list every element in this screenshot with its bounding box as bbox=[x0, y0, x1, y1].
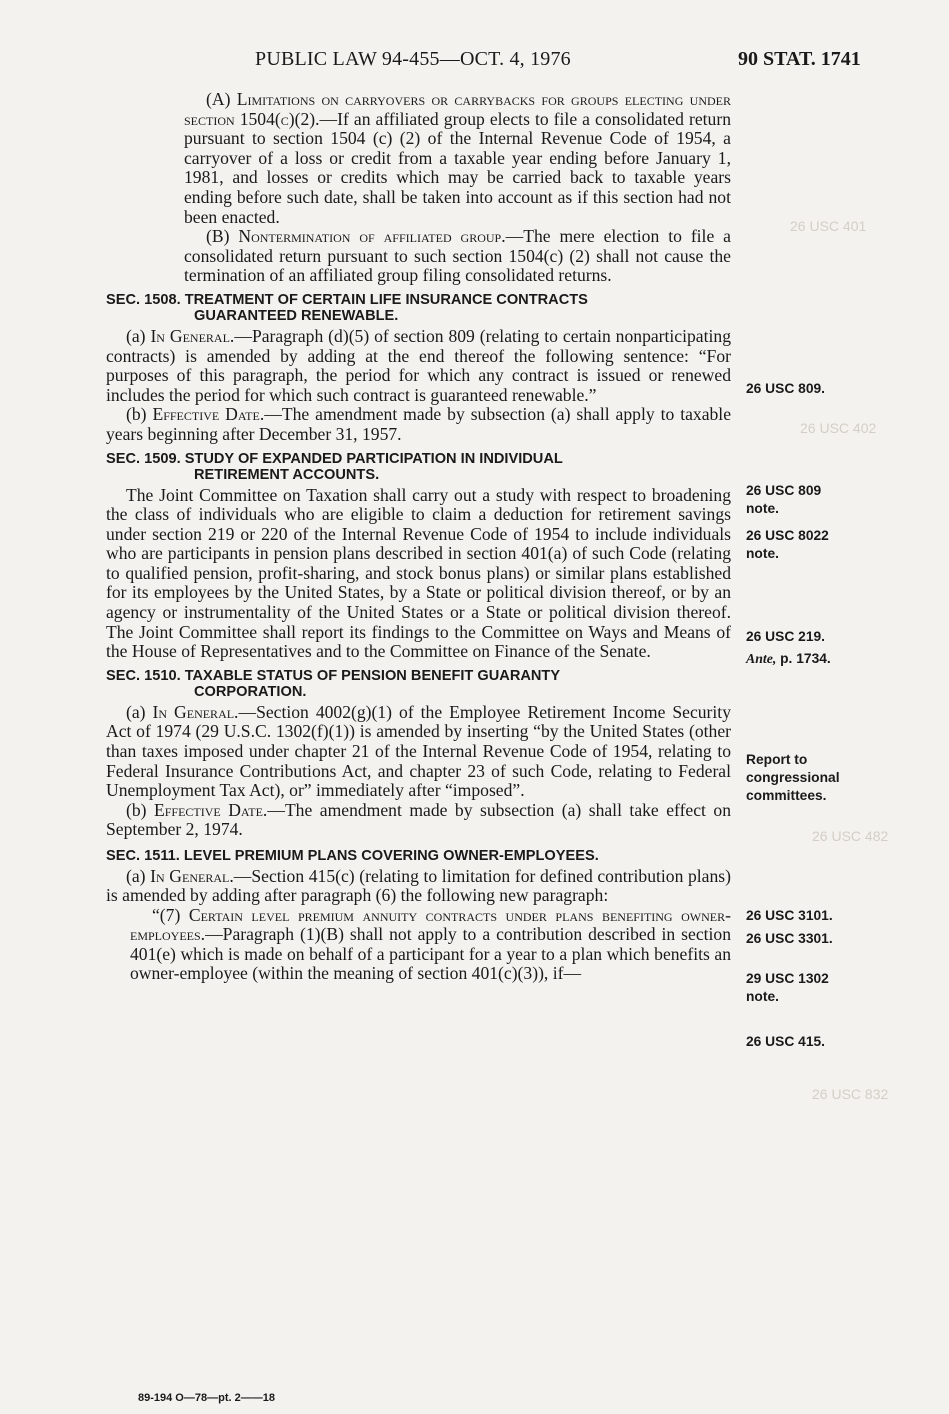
margin-note: 26 USC 3301. bbox=[746, 931, 833, 946]
page-header-stat: 90 STAT. 1741 bbox=[738, 48, 861, 70]
paragraph-1508-b: (b) Effective Date.—The amendment made by subsection (a) shall apply to taxable years beginning after December 31, 1957. bbox=[106, 404, 731, 444]
bleed-through-text: 26 USC 402 bbox=[800, 420, 877, 436]
paragraph-1510-b: (b) Effective Date.—The amendment made by subsection (a) shall take effect on September 2, 1974. bbox=[106, 799, 732, 840]
margin-note: 26 USC 809. bbox=[746, 381, 825, 396]
page-header-citation: PUBLIC LAW 94-455—OCT. 4, 1976 bbox=[255, 48, 571, 70]
section-heading-1508: SEC. 1508. TREATMENT OF CERTAIN LIFE INSURANCE CONTRACTS GUARANTEED RENEWABLE. bbox=[106, 291, 588, 325]
section-heading-1509: SEC. 1509. STUDY OF EXPANDED PARTICIPATION IN INDIVIDUAL RETIREMENT ACCOUNTS. bbox=[106, 450, 563, 483]
body-text bbox=[106, 90, 731, 984]
paragraph-A: (A) Limitations on carryovers or carrybacks for groups electing under section 1504(c)(2).—If an affiliated group elects to file a consolidated return pursuant to section 1504 (c) (2) of the Internal Revenue Code of 1954, a carryover of a loss or credit from a taxable year ending before January 1, 1981, and losses or credits which may be carried back to taxable years ending before such date, shall be taken into account as if this section had not been enacted. bbox=[184, 89, 732, 227]
paragraph-1509: The Joint Committee on Taxation shall carry out a study with respect to broadening the class of individuals who are eligible to claim a deduction for retirement savings under section 219 or 220 of the Internal Revenue Code of 1954 to include individuals who are participants in pension plans described in section 401(a) of such Code (relating to qualified pension, profit-sharing, and stock bonus plans) or similar plans established for its employees by the United States, by a State or political division thereof, or by an agency or instrumentality of the United States or a State or political division thereof. The Joint Committee shall report its findings to the Committee on Ways and Means of the House of Representatives and to the Committee on Finance of the Senate. bbox=[106, 484, 731, 662]
section-heading-1511: SEC. 1511. LEVEL PREMIUM PLANS COVERING OWNER-EMPLOYEES. bbox=[106, 848, 599, 864]
section-heading-1510: SEC. 1510. TAXABLE STATUS OF PENSION BENEFIT GUARANTY CORPORATION. bbox=[106, 667, 561, 701]
paragraph-1508-a: (a) In General.—Paragraph (d)(5) of section 809 (relating to certain nonparticipating contracts) is amended by adding at the end thereof the following sentence: “For purposes of this paragraph, the period for which any contract is issued or renewed includes the period for which such contract is guaranteed renewable.” bbox=[106, 325, 731, 405]
paragraph-1510-a: (a) In General.—Section 4002(g)(1) of the Employee Retirement Income Security Act of 1974 (29 U.S.C. 1302(f)(1)) is amended by inserting “by the United States (other than taxes imposed under chapter 21 of the Internal Revenue Code of 1954, relating to Federal Insurance Contributions Act, and chapter 23 of such Code, relating to Federal Unemployment Tax Act), or” immediately after “imposed”. bbox=[106, 701, 731, 801]
margin-note: 26 USC 219. bbox=[746, 629, 825, 644]
margin-note: 29 USC 1302 note. bbox=[746, 971, 829, 1004]
paragraph-heading: Limitations on carryovers or carrybacks for groups electing under section 1504(c)(2). bbox=[184, 89, 732, 129]
paragraph-1511-quoted: “(7) Certain level premium annuity contracts under plans benefiting owner-employees.—Paragraph (1)(B) shall not apply to a contribution described in section 401(e) which is made on behalf of a participant for a year to a plan which benefits an owner-employee (within the meaning of section 401(c)(3)), if— bbox=[130, 904, 731, 984]
page-footer-printing-code: 89-194 O—78—pt. 2——18 bbox=[138, 1392, 275, 1404]
margin-note: 26 USC 3101. bbox=[746, 908, 833, 923]
margin-note: Ante, p. 1734. bbox=[746, 651, 831, 666]
bleed-through-text: 26 USC 832 bbox=[812, 1086, 889, 1102]
margin-note: Report to congressional committees. bbox=[746, 752, 840, 803]
margin-note: 26 USC 415. bbox=[746, 1034, 825, 1049]
paragraph-heading: Nontermination of affiliated group. bbox=[238, 226, 506, 247]
bleed-through-text: 26 USC 401 bbox=[790, 218, 867, 234]
paragraph-B: (B) Nontermination of affiliated group.—The mere election to file a consolidated return pursuant to such section 1504(c) (2) shall not cause the termination of an affiliated group filing consolidated returns. bbox=[184, 226, 731, 286]
bleed-through-text: 26 USC 482 bbox=[812, 828, 889, 844]
margin-note: 26 USC 8022 note. bbox=[746, 528, 829, 561]
paragraph-1511-a: (a) In General.—Section 415(c) (relating to limitation for defined contribution plans) is amended by adding after paragraph (6) the following new paragraph: bbox=[106, 865, 731, 906]
margin-note: 26 USC 809 note. bbox=[746, 483, 822, 516]
